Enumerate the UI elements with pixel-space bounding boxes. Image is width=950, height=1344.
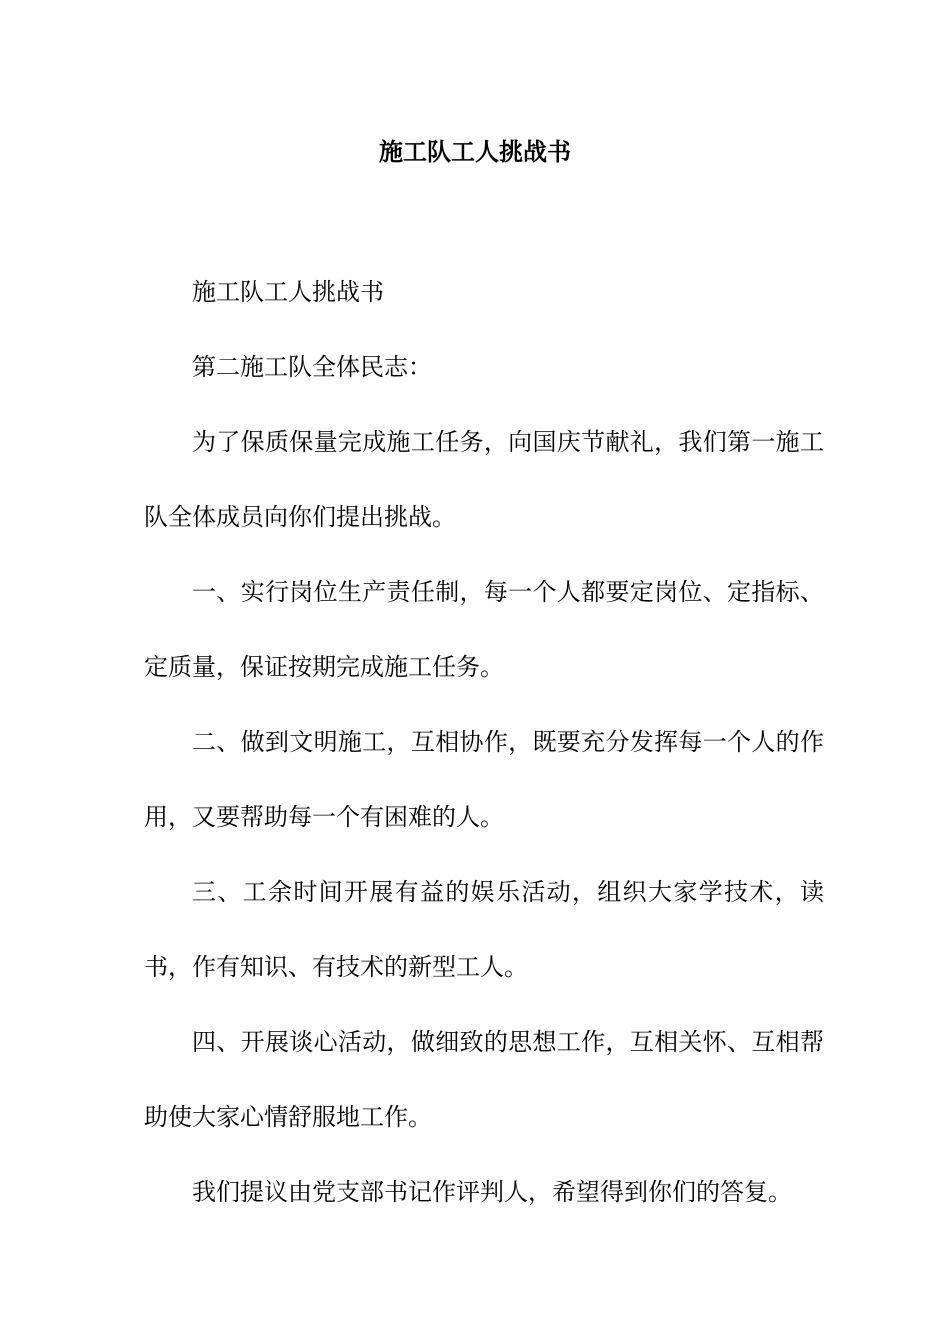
paragraph-item-1: 一、实行岗位生产责任制，每一个人都要定岗位、定指标、定质量，保证按期完成施工任务。: [144, 578, 824, 681]
paragraph-item-2: 二、做到文明施工，互相协作，既要充分发挥每一个人的作用，又要帮助每一个有困难的人。: [144, 728, 824, 831]
document-title: 施工队工人挑战书: [379, 137, 571, 166]
paragraph-heading: 施工队工人挑战书: [192, 278, 384, 306]
paragraph-item-3: 三、工余时间开展有益的娱乐活动，组织大家学技术，读书，作有知识、有技术的新型工人。: [144, 878, 824, 981]
paragraph-closing: 我们提议由党支部书记作评判人，希望得到你们的答复。: [192, 1178, 792, 1206]
document-body: [144, 255, 824, 1230]
paragraph-item-4: 四、开展谈心活动，做细致的思想工作，互相关怀、互相帮助使大家心情舒服地工作。: [144, 1028, 824, 1131]
paragraph-intro: 为了保质保量完成施工任务，向国庆节献礼，我们第一施工队全体成员向你们提出挑战。: [144, 428, 824, 531]
paragraph-salutation: 第二施工队全体民志：: [192, 353, 432, 381]
